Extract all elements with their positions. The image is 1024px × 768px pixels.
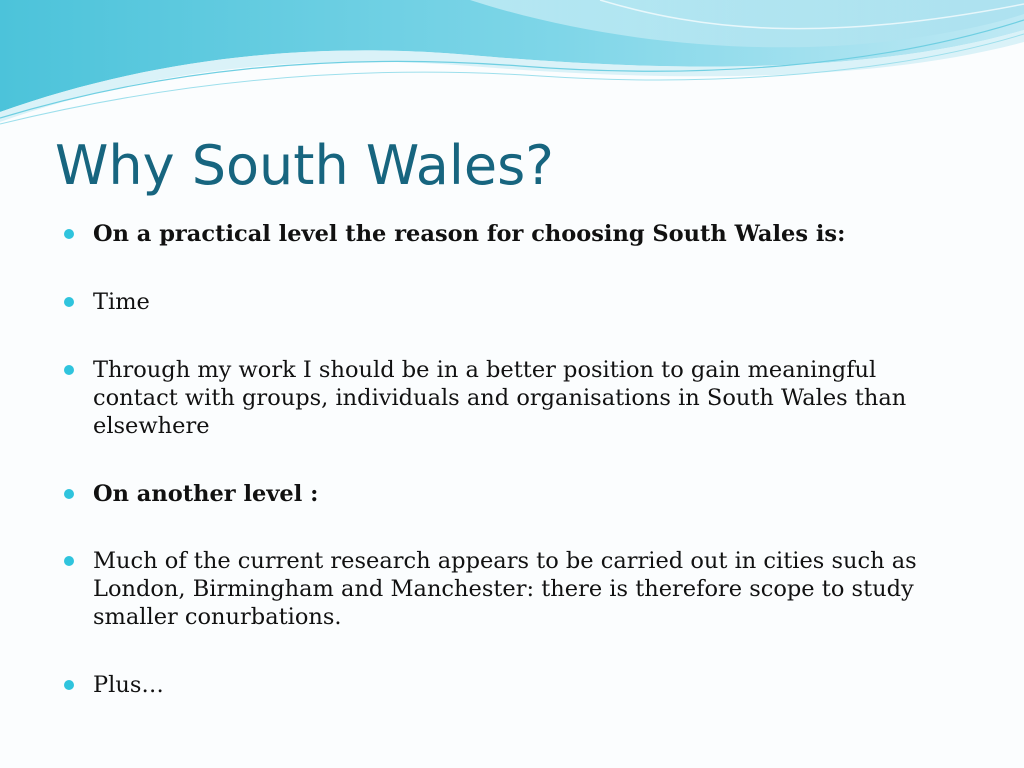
bullet-text: On another level :	[93, 481, 319, 507]
header-wave-decoration	[0, 0, 1024, 130]
bullet-text: Time	[93, 289, 150, 315]
bullet-item	[64, 480, 964, 508]
bullet-text: Plus…	[93, 672, 164, 698]
bullet-item	[64, 288, 964, 316]
bullet-marker-icon	[64, 556, 74, 566]
bullet-marker-icon	[64, 229, 74, 239]
bullet-marker-icon	[64, 297, 74, 307]
slide-title: Why South Wales?	[55, 134, 554, 197]
bullet-text: Much of the current research appears to be carried out in cities such as London, Birmingham and Manchester: there is therefore scope to study smaller conurbations.	[93, 548, 917, 630]
bullet-text: Through my work I should be in a better position to gain meaningful contact with groups, individuals and organisations in South Wales than elsewhere	[93, 357, 907, 439]
bullet-text: On a practical level the reason for choosing South Wales is:	[93, 221, 846, 247]
bullet-marker-icon	[64, 365, 74, 375]
bullet-item	[64, 671, 964, 699]
bullet-marker-icon	[64, 680, 74, 690]
bullet-marker-icon	[64, 489, 74, 499]
bullet-item	[64, 547, 964, 631]
bullet-item	[64, 220, 964, 248]
bullet-item	[64, 356, 964, 440]
